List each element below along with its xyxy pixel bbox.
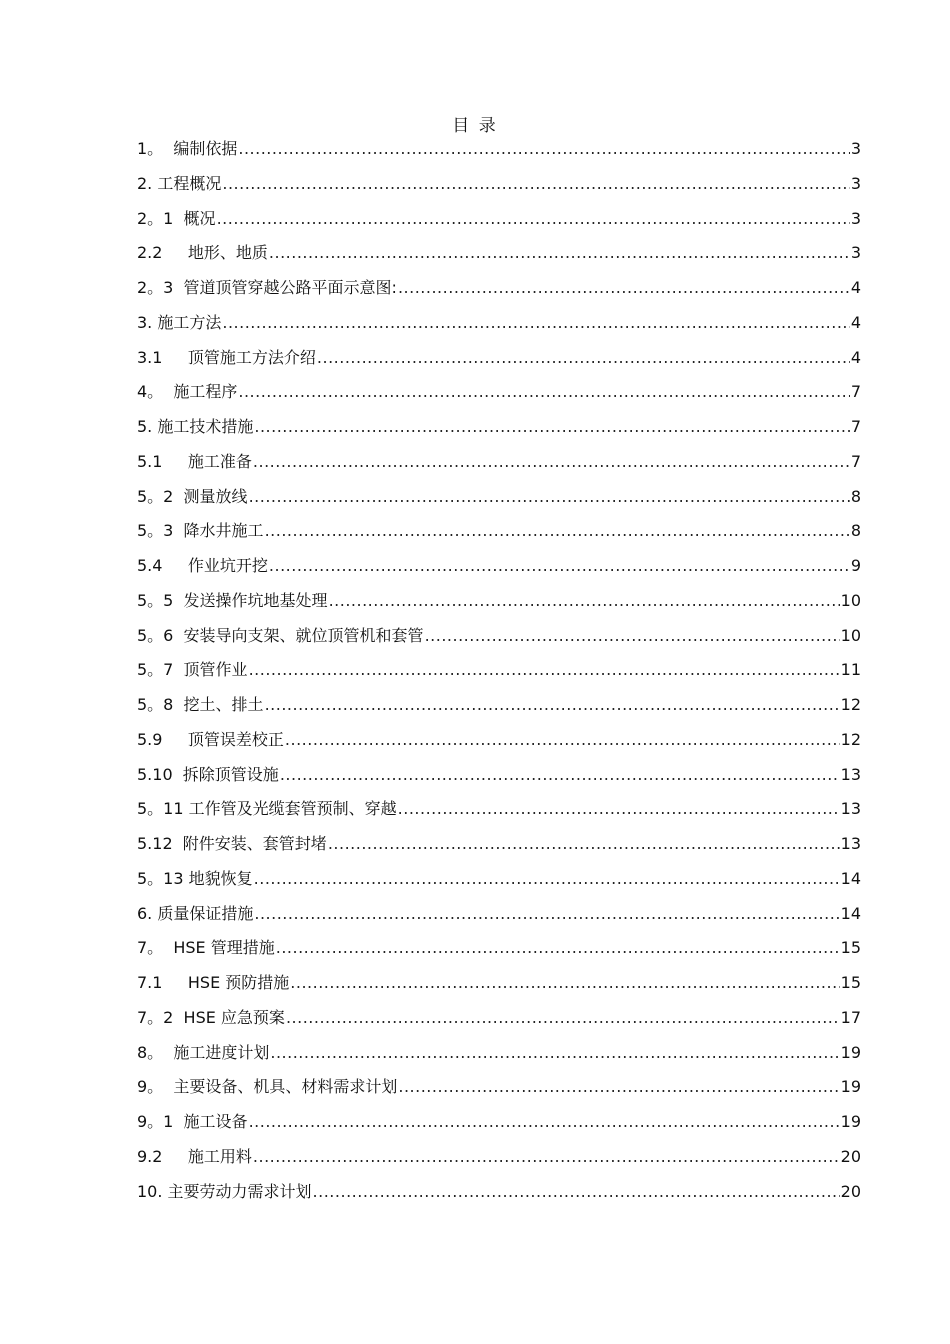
toc-entry-label: HSE 应急预案 — [183, 1007, 285, 1027]
toc-entry-page-number: 4 — [850, 278, 861, 297]
toc-dot-leader — [249, 1109, 840, 1135]
toc-entry-label: 发送操作坑地基处理 — [183, 590, 328, 610]
toc-dot-leader — [222, 310, 849, 336]
toc-entry-page-number: 8 — [850, 521, 861, 541]
toc-entry-page-number: 7 — [850, 451, 861, 471]
toc-entry-page-number: 4 — [850, 347, 861, 367]
toc-dot-leader — [222, 171, 849, 197]
toc-entry-label: 测量放线 — [183, 486, 248, 506]
toc-entry-label: 管道顶管穿越公路平面示意图: — [183, 278, 397, 297]
toc-entry-page-number: 13 — [840, 764, 861, 784]
toc-entry[interactable] — [137, 830, 861, 865]
toc-dot-leader — [398, 1074, 839, 1100]
toc-entry[interactable] — [137, 1039, 861, 1074]
toc-entry[interactable] — [137, 344, 861, 379]
toc-entry-label: 降水井施工 — [183, 521, 264, 541]
toc-entry-page-number: 3 — [850, 208, 861, 228]
toc-dot-leader — [328, 831, 840, 857]
toc-dot-leader — [276, 935, 840, 961]
toc-dot-leader — [398, 796, 840, 822]
toc-entry-page-number: 4 — [850, 312, 861, 332]
toc-entry[interactable] — [137, 413, 861, 448]
toc-dot-leader — [313, 1179, 840, 1205]
toc-dot-leader — [265, 692, 840, 718]
toc-entry[interactable] — [137, 309, 861, 344]
toc-entry[interactable] — [137, 761, 861, 796]
toc-dot-leader — [249, 484, 850, 510]
toc-dot-leader — [286, 1005, 840, 1031]
toc-entry[interactable] — [137, 274, 861, 309]
toc-dot-leader — [253, 449, 850, 475]
toc-list — [137, 135, 861, 1212]
toc-entry-page-number: 3 — [850, 243, 861, 263]
toc-entry-number: 5。2 — [137, 486, 184, 506]
toc-entry-number: 5.4 — [137, 556, 188, 575]
toc-entry-page-number: 17 — [840, 1007, 861, 1027]
toc-entry[interactable] — [137, 378, 861, 413]
toc-entry[interactable] — [137, 552, 861, 587]
toc-entry[interactable] — [137, 726, 861, 761]
toc-entry[interactable] — [137, 1143, 861, 1178]
toc-dot-leader — [249, 657, 840, 683]
toc-entry-label: 施工技术措施 — [157, 417, 254, 436]
toc-entry-number: 5.9 — [137, 729, 188, 749]
toc-entry-number: 7。 — [137, 938, 174, 958]
toc-entry-label: 拆除顶管设施 — [182, 764, 279, 784]
toc-entry-label: 顶管施工方法介绍 — [187, 347, 316, 367]
toc-entry-number: 5。11 — [137, 799, 189, 819]
toc-entry-label: 施工方法 — [157, 312, 222, 332]
toc-entry-page-number: 14 — [840, 903, 861, 923]
toc-dot-leader — [238, 379, 849, 405]
toc-entry-number: 3. — [137, 312, 158, 332]
toc-entry[interactable] — [137, 656, 861, 691]
toc-dot-leader — [285, 727, 840, 753]
toc-entry-label: 作业坑开挖 — [187, 556, 268, 575]
toc-entry-number: 5。6 — [137, 625, 184, 645]
toc-entry-number: 5.1 — [137, 451, 188, 471]
toc-entry-label: 附件安装、套管封堵 — [182, 834, 327, 853]
toc-entry-page-number: 19 — [840, 1077, 861, 1097]
toc-entry-label: 主要设备、机具、材料需求计划 — [173, 1077, 398, 1097]
toc-entry-number: 5。7 — [137, 660, 184, 680]
toc-entry-page-number: 10 — [840, 625, 861, 645]
toc-entry-number: 9。 — [137, 1077, 174, 1097]
toc-dot-leader — [269, 240, 850, 266]
toc-dot-leader — [290, 970, 839, 996]
toc-dot-leader — [329, 588, 840, 614]
toc-entry[interactable] — [137, 448, 861, 483]
toc-entry-number: 9。1 — [137, 1112, 184, 1131]
toc-entry[interactable] — [137, 483, 861, 518]
toc-entry-number: 2.2 — [137, 243, 188, 263]
toc-dot-leader — [317, 345, 850, 371]
toc-entry-label: 顶管作业 — [183, 660, 248, 680]
toc-entry[interactable] — [137, 795, 861, 830]
toc-dot-leader — [425, 623, 840, 649]
toc-entry-label: 工作管及光缆套管预制、穿越 — [188, 799, 397, 819]
toc-entry-page-number: 14 — [840, 868, 861, 888]
toc-entry-page-number: 20 — [840, 1181, 861, 1201]
toc-entry-number: 2。3 — [137, 278, 184, 297]
toc-entry-page-number: 3 — [850, 173, 861, 193]
toc-entry-label: 概况 — [183, 208, 216, 228]
toc-entry-page-number: 8 — [850, 486, 861, 506]
toc-entry[interactable] — [137, 691, 861, 726]
toc-entry-page-number: 7 — [850, 417, 861, 436]
toc-entry-number: 7。2 — [137, 1007, 184, 1027]
toc-entry-number: 5. — [137, 417, 158, 436]
toc-entry[interactable] — [137, 1178, 861, 1213]
toc-entry-page-number: 7 — [850, 382, 861, 402]
toc-entry[interactable] — [137, 135, 861, 170]
toc-entry-page-number: 19 — [840, 1042, 861, 1062]
toc-entry-label: 质量保证措施 — [157, 903, 254, 923]
toc-dot-leader — [254, 866, 840, 892]
toc-entry-label: 安装导向支架、就位顶管机和套管 — [183, 625, 424, 645]
toc-title: 目 录 — [452, 116, 498, 136]
toc-entry[interactable] — [137, 170, 861, 205]
toc-dot-leader — [217, 206, 850, 232]
toc-dot-leader — [269, 553, 850, 579]
toc-entry[interactable] — [137, 622, 861, 657]
toc-entry-page-number: 11 — [840, 660, 861, 680]
toc-entry[interactable] — [137, 1004, 861, 1039]
toc-entry-number: 8。 — [137, 1042, 174, 1062]
toc-entry[interactable] — [137, 865, 861, 900]
toc-entry-number: 5.12 — [137, 834, 183, 853]
toc-entry[interactable] — [137, 587, 861, 622]
toc-dot-leader — [265, 518, 850, 544]
toc-dot-leader — [254, 414, 849, 440]
toc-entry-number: 2。1 — [137, 208, 184, 228]
toc-entry-number: 3.1 — [137, 347, 188, 367]
toc-dot-leader — [398, 275, 850, 301]
toc-entry-page-number: 19 — [840, 1112, 861, 1131]
toc-entry-label: 施工进度计划 — [173, 1042, 270, 1062]
toc-entry-number: 1。 — [137, 139, 174, 158]
toc-entry-label: HSE 预防措施 — [187, 973, 290, 992]
toc-entry-number: 5。13 — [137, 868, 189, 888]
toc-entry-page-number: 15 — [840, 938, 861, 958]
toc-entry-label: 地貌恢复 — [188, 868, 253, 888]
toc-entry-number: 5。3 — [137, 521, 184, 541]
toc-entry[interactable] — [137, 517, 861, 552]
toc-entry[interactable] — [137, 900, 861, 935]
toc-entry[interactable] — [137, 934, 861, 969]
toc-entry-number: 4。 — [137, 382, 174, 402]
toc-entry-number: 9.2 — [137, 1146, 188, 1166]
toc-entry-number: 6. — [137, 903, 158, 923]
toc-entry-number: 10. — [137, 1181, 168, 1201]
toc-entry-page-number: 15 — [840, 973, 861, 992]
toc-entry-label: 编制依据 — [173, 139, 238, 158]
toc-dot-leader — [253, 1144, 840, 1170]
toc-entry[interactable] — [137, 239, 861, 274]
toc-entry-label: 施工用料 — [187, 1146, 252, 1166]
toc-entry-label: 施工准备 — [187, 451, 252, 471]
toc-entry-label: 主要劳动力需求计划 — [167, 1181, 312, 1201]
toc-entry-page-number: 13 — [840, 799, 861, 819]
toc-entry-label: 挖土、排土 — [183, 695, 264, 714]
toc-entry-number: 5.10 — [137, 764, 183, 784]
toc-entry-number: 5。8 — [137, 695, 184, 714]
toc-entry[interactable] — [137, 1108, 861, 1143]
toc-entry-number: 5。5 — [137, 590, 184, 610]
toc-entry-label: 工程概况 — [157, 173, 222, 193]
toc-entry-label: HSE 管理措施 — [173, 938, 275, 958]
toc-entry-number: 7.1 — [137, 973, 188, 992]
toc-entry[interactable] — [137, 205, 861, 240]
toc-entry-label: 施工程序 — [173, 382, 238, 402]
toc-entry-page-number: 10 — [840, 590, 861, 610]
toc-entry-page-number: 13 — [840, 834, 861, 853]
toc-entry[interactable] — [137, 1073, 861, 1108]
toc-entry-page-number: 12 — [840, 695, 861, 714]
toc-dot-leader — [280, 762, 840, 788]
toc-dot-leader — [238, 136, 849, 162]
toc-entry-label: 顶管误差校正 — [187, 729, 284, 749]
toc-entry-page-number: 20 — [840, 1146, 861, 1166]
toc-dot-leader — [254, 901, 839, 927]
toc-entry-label: 施工设备 — [183, 1112, 248, 1131]
toc-entry-page-number: 12 — [840, 729, 861, 749]
toc-dot-leader — [270, 1040, 839, 1066]
toc-entry[interactable] — [137, 969, 861, 1004]
toc-entry-label: 地形、地质 — [187, 243, 268, 263]
toc-entry-page-number: 9 — [850, 556, 861, 575]
toc-entry-number: 2. — [137, 173, 158, 193]
toc-entry-page-number: 3 — [850, 139, 861, 158]
